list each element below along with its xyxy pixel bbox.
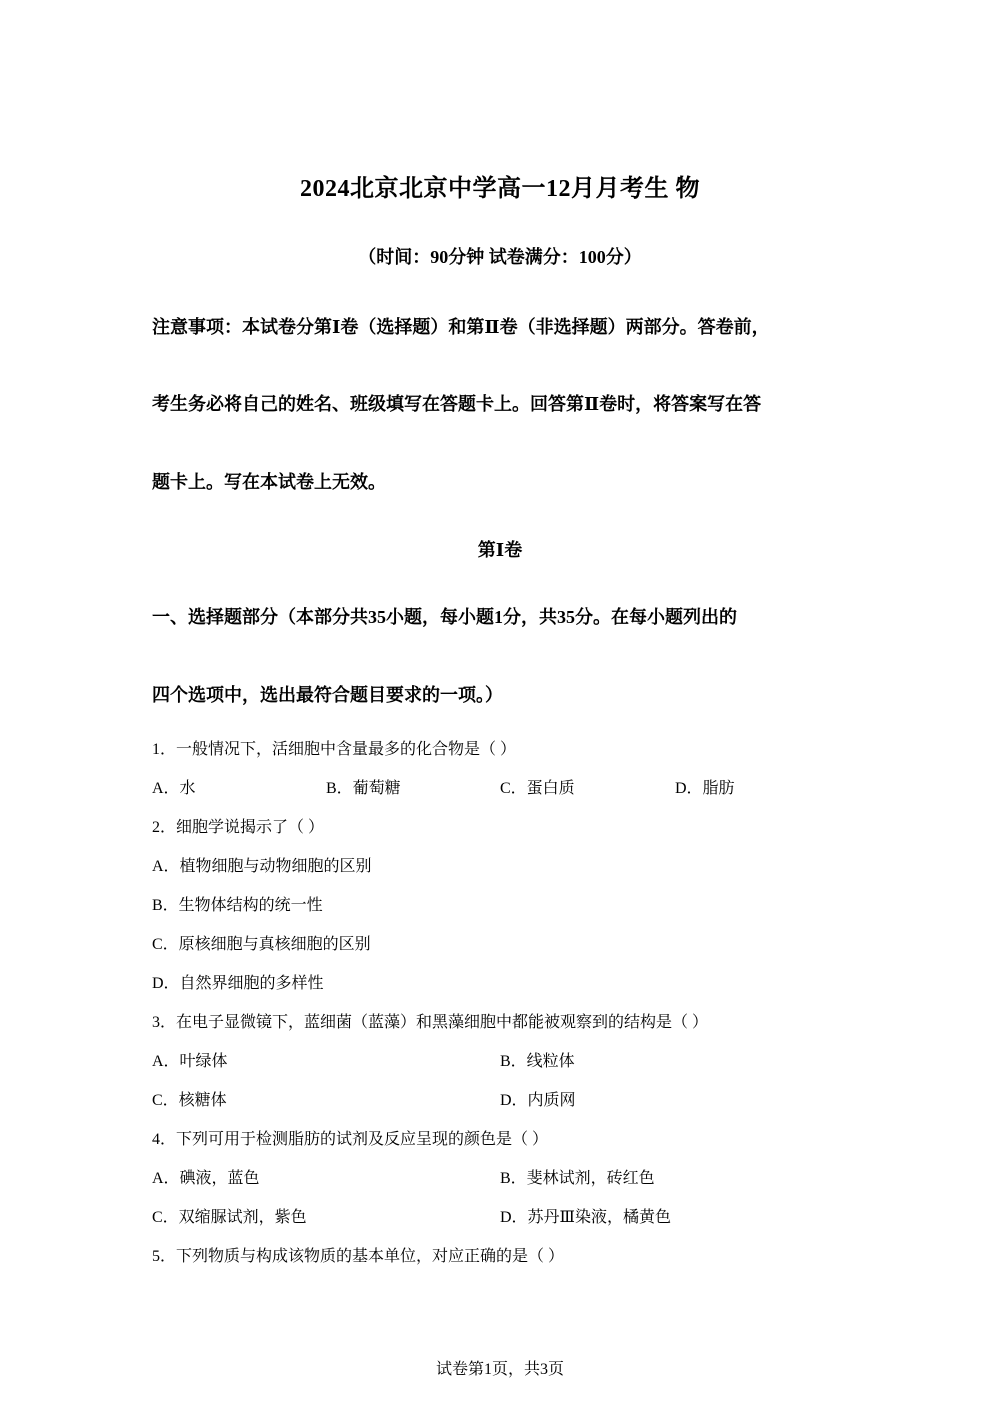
question-1-option-b: B．葡萄糖 [326, 780, 401, 797]
exam-title: 2024北京北京中学高一12月月考生 物 [300, 176, 700, 202]
exam-subtitle: （时间：90分钟 试卷满分：100分） [358, 247, 642, 267]
question-1-option-c: C．蛋白质 [500, 780, 575, 797]
section-heading-line-2: 四个选项中，选出最符合题目要求的一项。） [152, 685, 503, 705]
question-3-option-c: C．核糖体 [152, 1092, 227, 1109]
question-2-option-c: C．原核细胞与真核细胞的区别 [152, 936, 371, 953]
question-1-option-a: A．水 [152, 780, 196, 797]
notice-line-2: 考生务必将自己的姓名、班级填写在答题卡上。回答第Ⅱ卷时，将答案写在答 [152, 394, 762, 414]
question-3-option-a: A．叶绿体 [152, 1053, 228, 1070]
question-4-option-b: B．斐林试剂，砖红色 [500, 1170, 655, 1187]
question-4-option-d: D．苏丹Ⅲ染液，橘黄色 [500, 1209, 671, 1226]
question-2-stem: 2．细胞学说揭示了（ ） [152, 819, 325, 836]
question-1-stem: 1．一般情况下，活细胞中含量最多的化合物是（ ） [152, 741, 517, 758]
question-3-option-b: B．线粒体 [500, 1053, 575, 1070]
page-footer: 试卷第1页，共3页 [435, 1361, 564, 1378]
notice-line-3: 题卡上。写在本试卷上无效。 [152, 472, 386, 492]
question-2-option-a: A．植物细胞与动物细胞的区别 [152, 858, 372, 875]
question-1-option-d: D．脂肪 [675, 780, 735, 797]
question-2-option-b: B．生物体结构的统一性 [152, 897, 323, 914]
notice-line-1: 注意事项：本试卷分第Ⅰ卷（选择题）和第Ⅱ卷（非选择题）两部分。答卷前， [152, 317, 770, 337]
question-5-stem: 5．下列物质与构成该物质的基本单位，对应正确的是（ ） [152, 1248, 565, 1265]
section-heading-line-1: 一、选择题部分（本部分共35小题，每小题1分，共35分。在每小题列出的 [152, 607, 737, 627]
question-4-option-c: C．双缩脲试剂，紫色 [152, 1209, 307, 1226]
part-heading: 第Ⅰ卷 [477, 540, 523, 560]
question-3-stem: 3．在电子显微镜下，蓝细菌（蓝藻）和黑藻细胞中都能被观察到的结构是（ ） [152, 1014, 709, 1031]
question-4-option-a: A．碘液，蓝色 [152, 1170, 260, 1187]
question-4-stem: 4．下列可用于检测脂肪的试剂及反应呈现的颜色是（ ） [152, 1131, 549, 1148]
question-3-option-d: D．内质网 [500, 1092, 576, 1109]
question-2-option-d: D．自然界细胞的多样性 [152, 975, 324, 992]
